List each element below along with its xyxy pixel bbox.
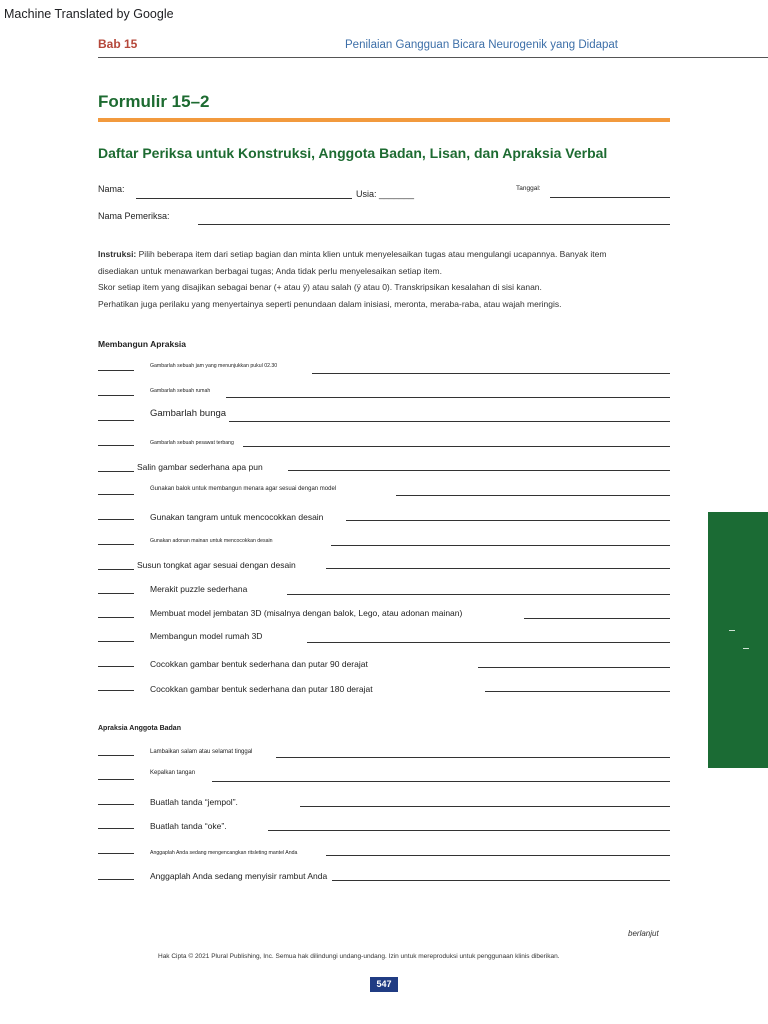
response-line[interactable] — [288, 470, 670, 471]
response-line[interactable] — [212, 781, 670, 782]
response-line[interactable] — [226, 397, 670, 398]
score-blank[interactable] — [98, 395, 134, 396]
section-title-constructional: Membangun Apraksia — [98, 339, 187, 349]
checklist-item: Membangun model rumah 3D — [150, 631, 263, 641]
checklist-item: Gambarlah sebuah pesawat terbang — [150, 440, 234, 446]
score-blank[interactable] — [98, 569, 134, 570]
response-line[interactable] — [243, 446, 670, 447]
checklist-item: Kepalkan tangan — [150, 770, 196, 776]
chapter-side-tab — [708, 512, 768, 768]
response-line[interactable] — [276, 757, 670, 758]
instructions-line-4: Perhatikan juga perilaku yang menyertainya seperti penundaan dalam inisiasi, meronta, meraba-raba, atau wajah meringis. — [98, 299, 562, 309]
score-blank[interactable] — [98, 494, 134, 495]
name-label: Nama: — [98, 184, 125, 194]
response-line[interactable] — [268, 830, 670, 831]
section-title-limb: Apraksia Anggota Badan — [98, 725, 181, 732]
checklist-item: Merakit puzzle sederhana — [150, 584, 248, 594]
checklist-item: Buatlah tanda “oke”. — [150, 821, 227, 831]
score-blank[interactable] — [98, 445, 134, 446]
response-line[interactable] — [396, 495, 670, 496]
response-line[interactable] — [331, 545, 670, 546]
score-blank[interactable] — [98, 879, 134, 880]
name-field[interactable] — [136, 198, 352, 199]
checklist-item: Gambarlah sebuah jam yang menunjukkan pukul 02.30 — [150, 363, 278, 369]
examiner-label: Nama Pemeriksa: — [98, 211, 170, 221]
form-number: Formulir 15–2 — [98, 92, 210, 111]
response-line[interactable] — [346, 520, 670, 521]
page-number: 547 — [370, 977, 398, 992]
chapter-label: Bab 15 — [98, 37, 138, 51]
checklist-item: Buatlah tanda “jempol”. — [150, 797, 238, 807]
score-blank[interactable] — [98, 779, 134, 780]
checklist-item: Lambaikan salam atau selamat tinggal — [150, 749, 253, 755]
checklist-item: Membuat model jembatan 3D (misalnya dengan balok, Lego, atau adonan mainan) — [150, 608, 463, 618]
response-line[interactable] — [332, 880, 670, 881]
running-title: Penilaian Gangguan Bicara Neurogenik yang Didapat — [345, 39, 618, 51]
response-line[interactable] — [307, 642, 670, 643]
checklist-item: Cocokkan gambar bentuk sederhana dan putar 180 derajat — [150, 684, 373, 694]
score-blank[interactable] — [98, 519, 134, 520]
response-line[interactable] — [524, 618, 670, 619]
response-line[interactable] — [312, 373, 670, 374]
checklist-item: Anggaplah Anda sedang menyisir rambut Anda — [150, 871, 328, 881]
date-label: Tanggal: — [516, 185, 541, 192]
side-tab-mark — [743, 648, 749, 649]
checklist-item: Gunakan adonan mainan untuk mencocokkan desain — [150, 538, 273, 544]
checklist-item: Gambarlah bunga — [150, 408, 227, 419]
orange-rule — [98, 118, 670, 122]
response-line[interactable] — [326, 568, 670, 569]
examiner-field[interactable] — [198, 224, 670, 225]
response-line[interactable] — [287, 594, 670, 595]
score-blank[interactable] — [98, 853, 134, 854]
instructions-line-3: Skor setiap item yang disajikan sebagai benar (+ atau ÿ) atau salah (ÿ atau 0). Transkripsikan kesalahan di sisi kanan. — [98, 282, 542, 292]
header-rule — [98, 57, 768, 58]
score-blank[interactable] — [98, 544, 134, 545]
score-blank[interactable] — [98, 641, 134, 642]
score-blank[interactable] — [98, 370, 134, 371]
score-blank[interactable] — [98, 666, 134, 667]
score-blank[interactable] — [98, 420, 134, 421]
score-blank[interactable] — [98, 755, 134, 756]
copyright-notice: Hak Cipta © 2021 Plural Publishing, Inc. Semua hak dilindungi undang-undang. Izin untuk mereproduksi untuk penggunaan klinis diberikan. — [158, 953, 560, 960]
response-line[interactable] — [326, 855, 670, 856]
response-line[interactable] — [300, 806, 670, 807]
score-blank[interactable] — [98, 617, 134, 618]
checklist-item: Susun tongkat agar sesuai dengan desain — [137, 560, 296, 570]
checklist-item: Gambarlah sebuah rumah — [150, 388, 211, 394]
checklist-item: Anggaplah Anda sedang mengencangkan ritsleting mantel Anda — [150, 850, 298, 856]
score-blank[interactable] — [98, 690, 134, 691]
score-blank[interactable] — [98, 471, 134, 472]
instructions-line-2: disediakan untuk menawarkan berbagai tugas; Anda tidak perlu menyelesaikan setiap item. — [98, 266, 442, 276]
checklist-item: Gunakan tangram untuk mencocokkan desain — [150, 512, 324, 522]
score-blank[interactable] — [98, 804, 134, 805]
checklist-item: Salin gambar sederhana apa pun — [137, 462, 263, 472]
form-title: Daftar Periksa untuk Konstruksi, Anggota Badan, Lisan, dan Apraksia Verbal — [98, 145, 608, 161]
continued-note: berlanjut — [628, 929, 659, 938]
response-line[interactable] — [229, 421, 670, 422]
response-line[interactable] — [485, 691, 670, 692]
response-line[interactable] — [478, 667, 670, 668]
date-field[interactable] — [550, 197, 670, 198]
checklist-item: Gunakan balok untuk membangun menara agar sesuai dengan model — [150, 486, 337, 492]
score-blank[interactable] — [98, 828, 134, 829]
score-blank[interactable] — [98, 593, 134, 594]
side-tab-mark — [729, 630, 735, 631]
instructions-line-1: Instruksi: Pilih beberapa item dari setiap bagian dan minta klien untuk menyelesaikan tugas atau mengulangi ucapannya. Banyak item — [98, 249, 607, 259]
translation-banner: Machine Translated by Google — [4, 7, 174, 21]
age-label[interactable]: Usia: _______ — [356, 189, 415, 199]
checklist-item: Cocokkan gambar bentuk sederhana dan putar 90 derajat — [150, 659, 368, 669]
